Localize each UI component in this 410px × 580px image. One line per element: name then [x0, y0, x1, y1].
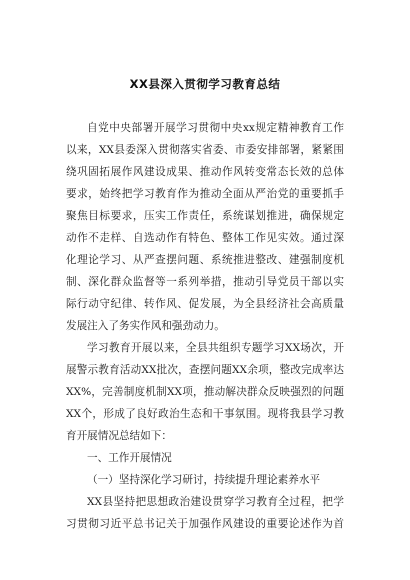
paragraph-line: 学习教育开展以来，全县共组织专题学习XX场次，开: [87, 342, 344, 354]
paragraph-line: 化理论学习、从严查摆问题、系统推进整改、建强制度机: [66, 254, 344, 266]
paragraph-line: 发展注入了务实作风和强劲动力。: [66, 320, 225, 332]
paragraph-line: 自党中央部署开展学习贯彻中央xx规定精神教育工作: [87, 122, 344, 134]
paragraph-line: 习贯彻习近平总书记关于加强作风建设的重要论述作为首: [66, 518, 344, 530]
subsection-heading: （一）坚持深化学习研讨，持续提升理论素养水平: [87, 474, 321, 486]
paragraph-line: 绕巩固拓展作风建设成果、推动作风转变常态长效的总体: [66, 166, 344, 178]
paragraph-line: 聚焦目标要求，压实工作责任，系统谋划推进，确保规定: [66, 210, 344, 222]
paragraph-line: 要求，始终把学习教育作为推动全面从严治党的重要抓手: [66, 188, 344, 200]
paragraph-line: 际行动守纪律、转作风、促发展，为全县经济社会高质量: [66, 298, 344, 310]
paragraph-line: 制、深化群众监督等一系列举措，推动引导党员干部以实: [66, 276, 344, 288]
section-heading: 一、工作开展情况: [87, 452, 172, 464]
paragraph-line: 动作不走样、自选动作有特色、整体工作见实效。通过深: [66, 232, 344, 244]
paragraph-line: 以来，XX县委深入贯彻落实省委、市委安排部署，紧紧围: [66, 144, 344, 156]
document-title: XX县深入贯彻学习教育总结: [129, 77, 281, 91]
paragraph-line: 展警示教育活动XX批次，查摆问题XX余项，整改完成率达: [66, 364, 344, 376]
paragraph-line: XX县坚持把思想政治建设贯穿学习教育全过程，把学: [87, 496, 344, 508]
paragraph-line: 育开展情况总结如下：: [66, 430, 172, 442]
paragraph-line: XX%，完善制度机制XX项，推动解决群众反映强烈的问题: [66, 386, 344, 398]
paragraph-line: XX个，形成了良好政治生态和干事氛围。现将我县学习教: [66, 408, 344, 420]
